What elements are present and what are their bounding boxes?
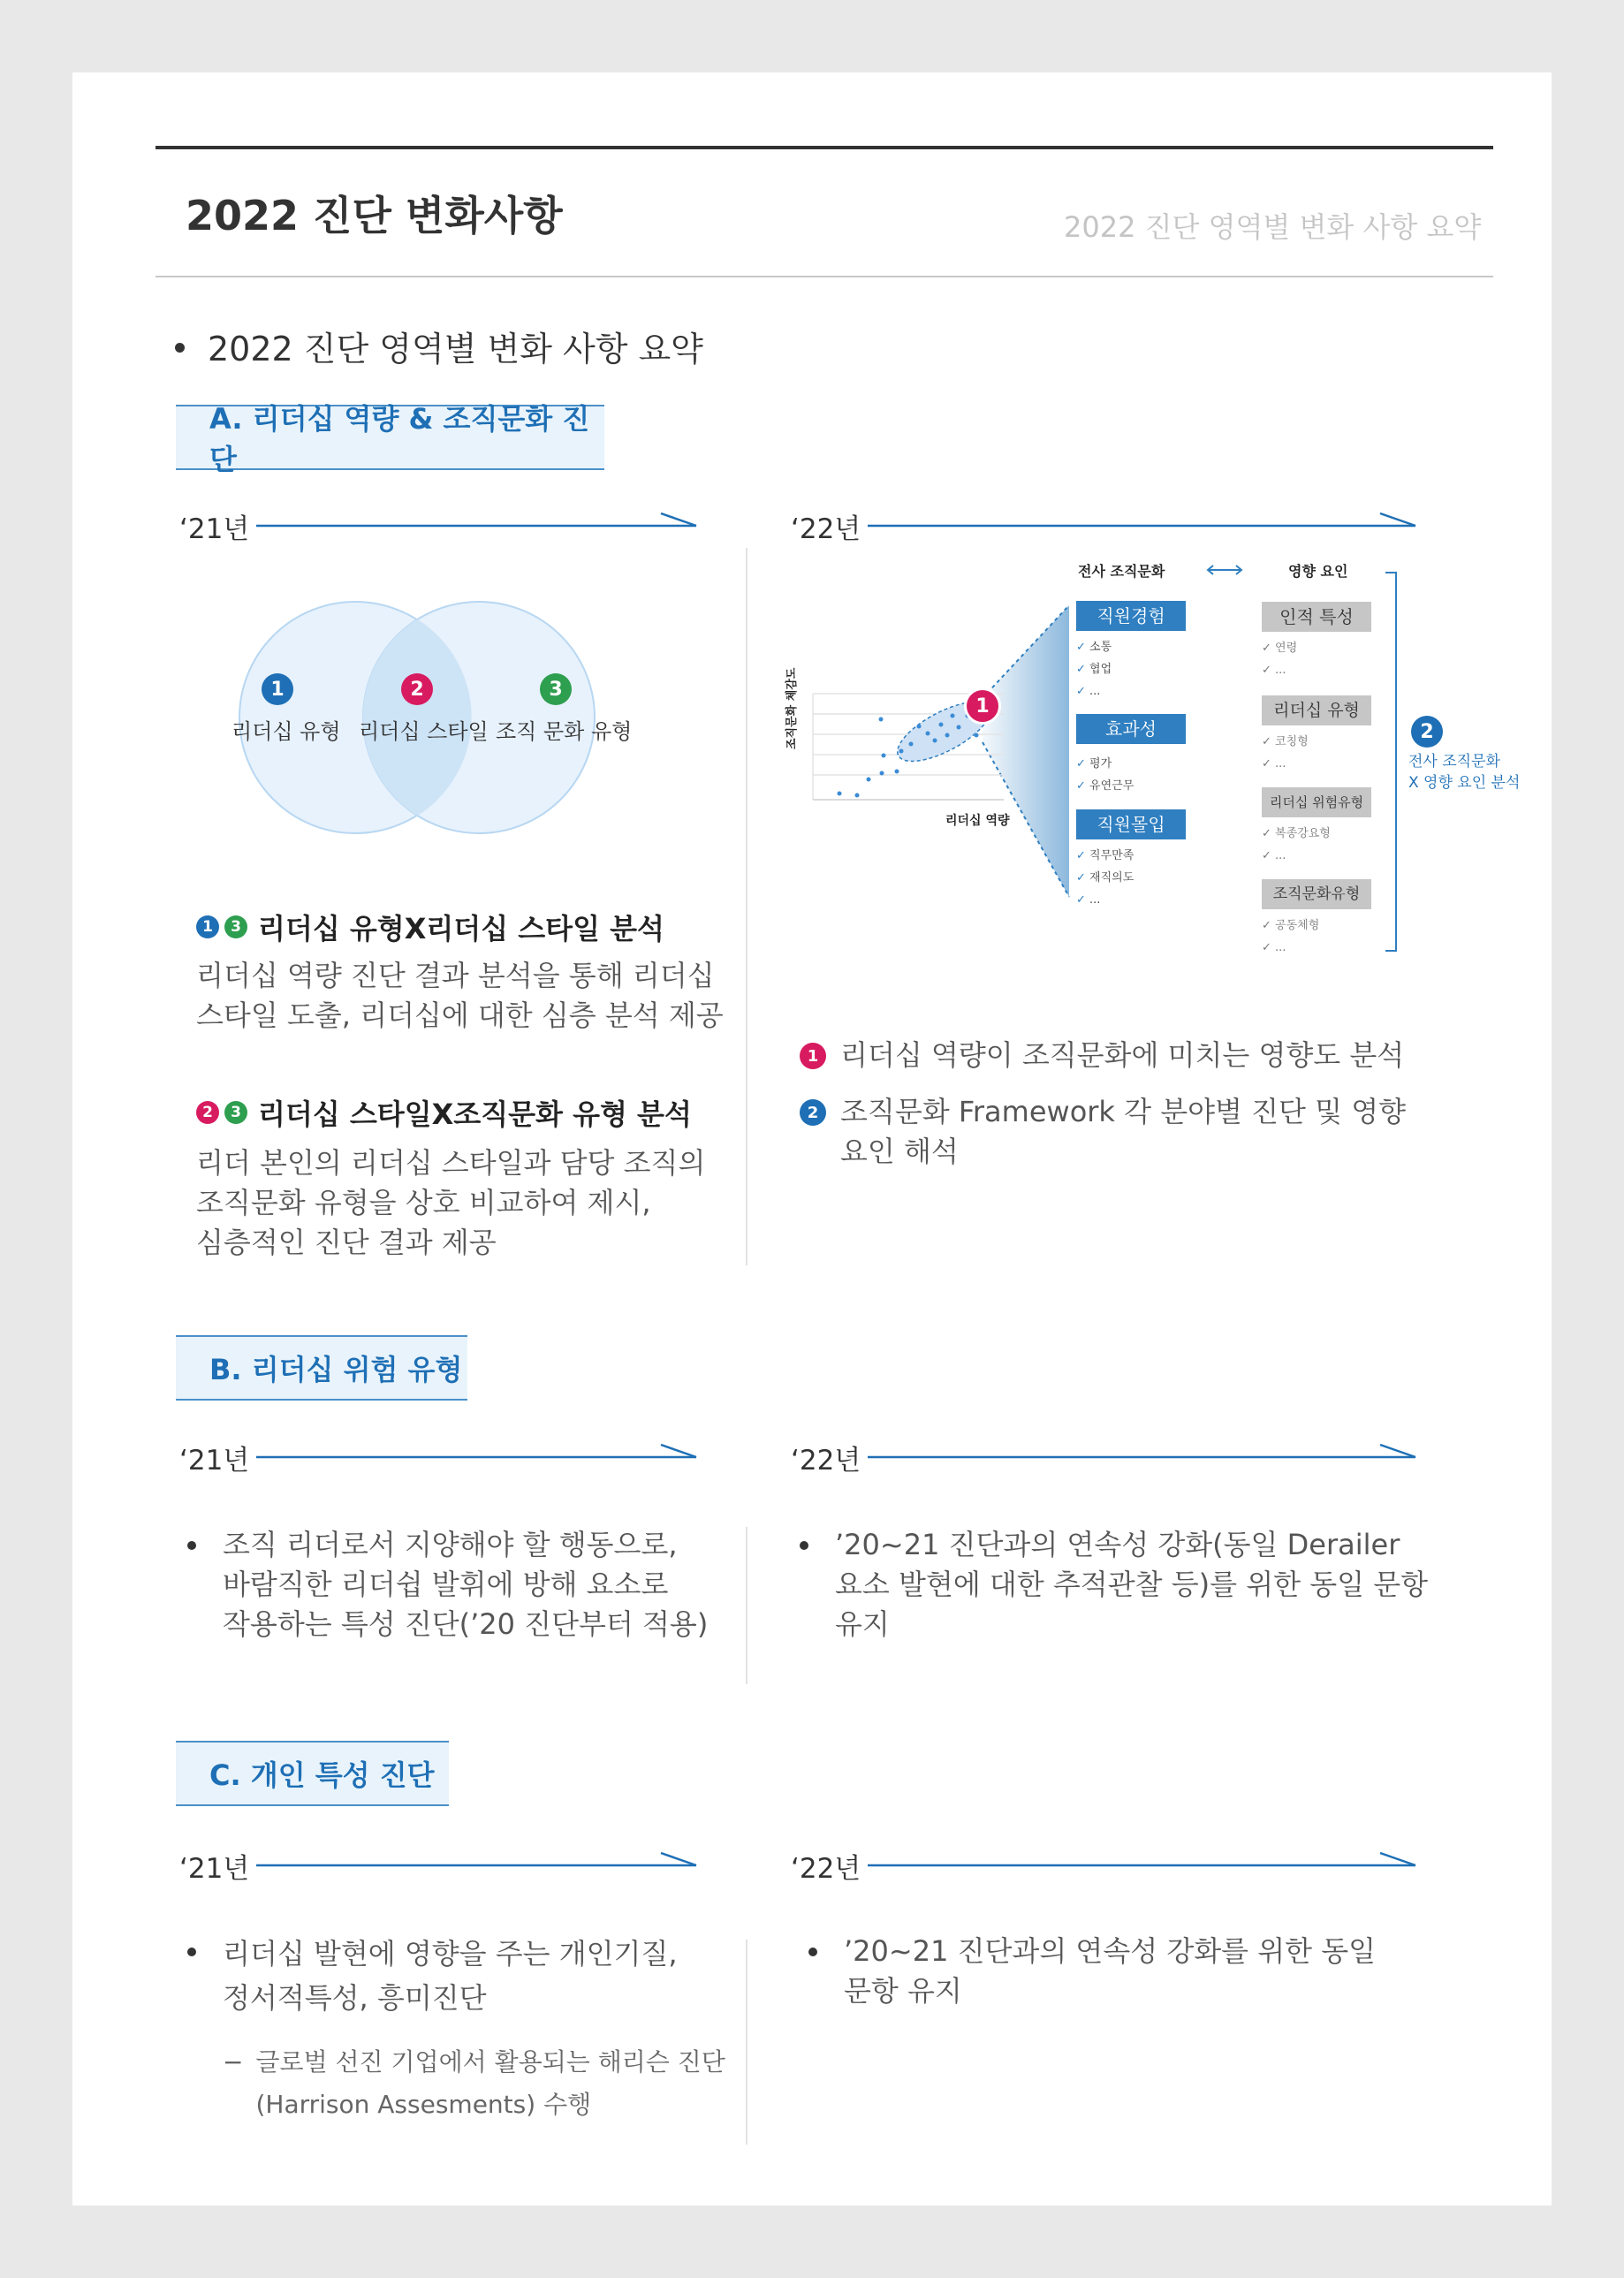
section-b-year-left: ‘21년 [179,1445,250,1477]
bullet-dot-icon [800,1541,808,1550]
diagram-side-label: 전사 조직문화 X 영향 요인 분석 [1408,753,1521,792]
note-1: 1 리더십 역량이 조직문화에 미치는 영향도 분석 [800,1036,1404,1075]
timeline-arrow-icon [256,1441,698,1471]
main-bullet-text: 2022 진단 영역별 변화 사항 요약 [208,330,703,368]
check-item: ✓ ... [1076,685,1101,698]
gray-group-title: 인적 특성 [1262,602,1371,632]
gray-group-1 [1262,602,1371,681]
column-divider [746,1940,747,2145]
section-c-year-right: ‘22년 [791,1853,861,1885]
blue-group-2 [1076,714,1186,797]
venn-label-1: 리더십 유형 [231,719,341,744]
diagram-yaxis-label: 조직문화 체감도 [785,667,799,749]
badge-3: 3 [224,1101,247,1124]
section-b-header: B. 리더십 위험 유형 [176,1335,467,1401]
blue-group-1 [1076,601,1186,702]
page-subtitle: 2022 진단 영역별 변화 사항 요약 [1064,210,1482,244]
venn-label-3: 조직 문화 유형 [496,719,633,744]
check-item: ✓ 유연근무 [1076,779,1135,793]
gray-group-3 [1262,787,1371,867]
venn-badge-1: 1 [262,673,299,705]
section-c-right-bullet: ’20~21 진단과의 연속성 강화를 위한 동일 문항 유지 [808,1932,1376,2011]
section-a-header: A. 리더십 역량 & 조직문화 진단 [176,405,604,470]
venn-label-2: 리더십 스타일 [359,719,489,744]
header-bottom-rule [156,276,1493,277]
check-item: ✓ 연령 [1262,642,1298,655]
timeline-arrow-icon [256,510,698,540]
column-divider [746,548,747,1265]
check-item: ✓ 복종강요형 [1262,827,1331,840]
venn-badge-3: 3 [540,673,577,705]
analysis-heading-2 [196,1092,692,1133]
analysis-desc-1: 리더십 역량 진단 결과 분석을 통해 리더십 스타일 도출, 리더십에 대한 심층 분석 제공 [196,959,724,1032]
note-2: 2 조직문화 Framework 각 분야별 진단 및 영향 요인 해석 [800,1092,1406,1172]
diagram-badge-1: 1 [964,687,1006,725]
bullet-dot-icon [175,343,185,353]
check-item: ✓ 공동체형 [1262,919,1320,932]
section-c-year-left: ‘21년 [179,1853,250,1885]
check-item: ✓ 직무만족 [1076,849,1135,862]
blue-group-title: 직원몰입 [1076,809,1186,839]
column-divider [746,1527,747,1684]
check-item: ✓ 코칭형 [1262,735,1309,748]
timeline-arrow-icon [868,1849,1417,1879]
section-c-header: C. 개인 특성 진단 [176,1741,449,1806]
diagram-badge-2: 2 [1411,716,1448,748]
gray-group-title: 리더십 유형 [1262,695,1371,725]
timeline-arrow-icon [868,510,1417,540]
gray-group-title: 리더십 위험유형 [1262,787,1371,817]
bidirectional-arrow-icon [1205,564,1244,576]
timeline-arrow-icon [256,1849,698,1879]
section-a-year-right: ‘22년 [791,513,861,545]
page-title: 2022 진단 변화사항 [186,192,563,239]
check-item: ✓ 평가 [1076,757,1112,771]
check-item: ✓ ... [1262,757,1286,771]
bullet-dot-icon [808,1948,817,1956]
check-item: ✓ ... [1262,849,1286,862]
bullet-dot-icon [187,1948,196,1956]
badge-1: 1 [196,915,219,938]
section-b-right-bullet: ’20~21 진단과의 연속성 강화(동일 Derailer 요소 발현에 대한 추적관찰 등)를 위한 동일 문항 유지 [800,1525,1428,1644]
dash-icon: − [223,2047,244,2077]
check-item: ✓ 협업 [1076,663,1112,676]
section-c-left-sub: − 글로벌 선진 기업에서 활용되는 해리슨 진단 (Harrison Assesments) 수행 [223,2041,725,2126]
diagram-col2-head: 영향 요인 [1288,563,1348,580]
scatter-mini-plot [795,583,1078,919]
timeline-arrow-icon [868,1441,1417,1471]
main-bullet [175,322,703,370]
analysis-heading-2-text: 리더십 스타일X조직문화 유형 분석 [258,1097,692,1131]
blue-group-title: 직원경험 [1076,601,1186,631]
bullet-dot-icon [187,1541,196,1550]
gray-group-4 [1262,879,1371,959]
diagram-col1-head: 전사 조직문화 [1078,563,1165,580]
section-a-year-left: ‘21년 [179,513,250,545]
gray-group-title: 조직문화유형 [1262,879,1371,909]
check-item: ✓ 재직의도 [1076,871,1135,885]
header-top-rule [156,146,1493,149]
badge-3: 3 [224,915,247,938]
blue-group-3 [1076,809,1186,911]
badge-2: 2 [196,1101,219,1124]
blue-group-title: 효과성 [1076,714,1186,744]
gray-group-2 [1262,695,1371,775]
section-b-year-right: ‘22년 [791,1445,861,1477]
analysis-heading-1 [196,907,664,947]
check-item: ✓ ... [1262,664,1286,677]
check-item: ✓ ... [1262,941,1286,954]
check-item: ✓ 소통 [1076,641,1112,654]
venn-badge-2: 2 [401,673,438,705]
section-b-left-bullet: 조직 리더로서 지양해야 할 행동으로, 바람직한 리더쉽 발휘에 방해 요소로 작용하는 특성 진단(’20 진단부터 적용) [187,1525,708,1644]
analysis-heading-1-text: 리더십 유형X리더십 스타일 분석 [258,912,664,945]
analysis-desc-2: 리더 본인의 리더십 스타일과 담당 조직의 조직문화 유형을 상호 비교하여 제시, 심층적인 진단 결과 제공 [196,1146,706,1259]
diagram-xaxis-label: 리더십 역량 [945,814,1010,828]
bracket-icon [1382,571,1400,953]
section-c-left-bullet: 리더십 발현에 영향을 주는 개인기질, 정서적특성, 흥미진단 [187,1932,678,2020]
check-item: ✓ ... [1076,893,1101,907]
